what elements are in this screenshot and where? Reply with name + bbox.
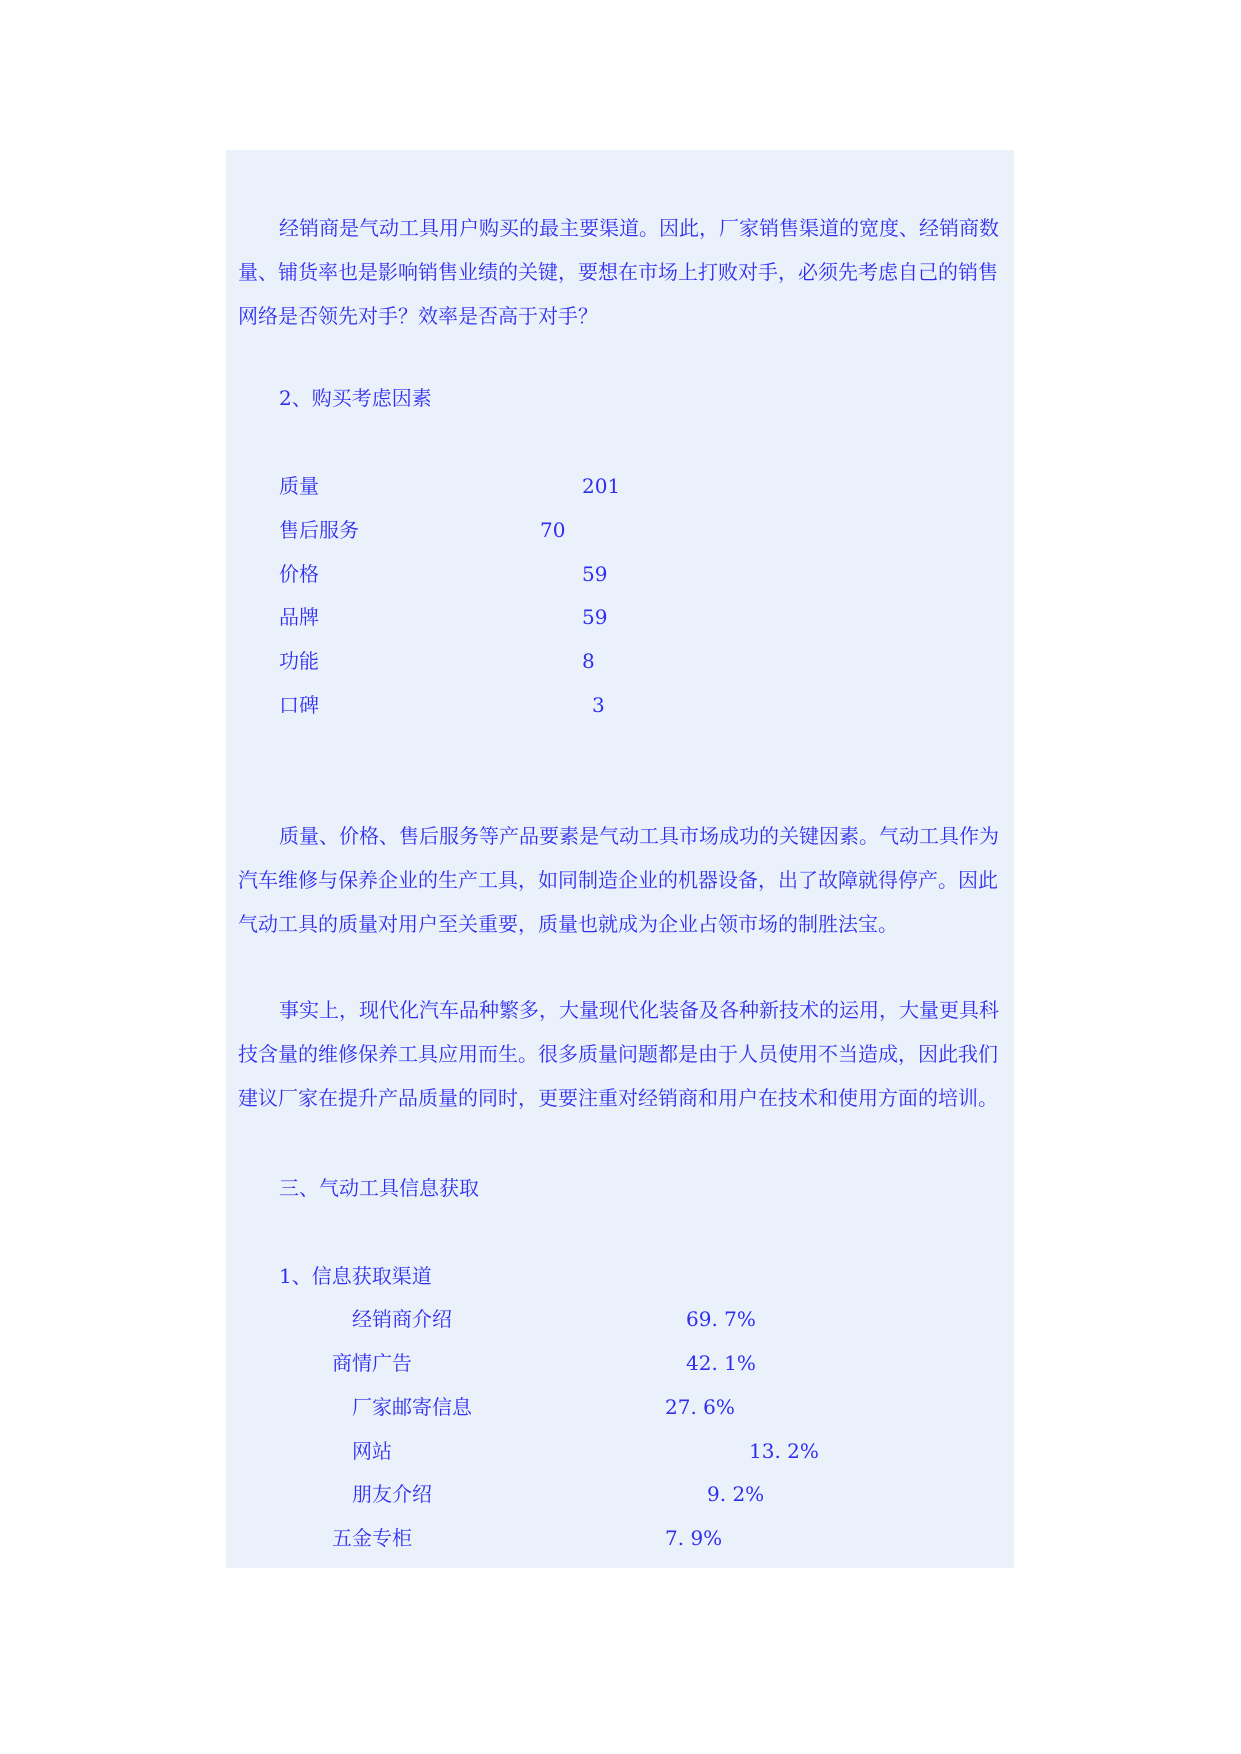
factor-label: 口碑 — [279, 693, 319, 717]
info-section-heading: 三、气动工具信息获取 — [279, 1176, 479, 1200]
factor-label: 功能 — [279, 649, 319, 673]
paragraph-line: 建议厂家在提升产品质量的同时，更要注重对经销商和用户在技术和使用方面的培训。 — [238, 1086, 998, 1110]
info-channels-heading: 1、信息获取渠道 — [279, 1264, 432, 1288]
channel-value: 9. 2% — [707, 1482, 765, 1506]
intro-paragraph — [238, 206, 1014, 338]
channel-value: 42. 1% — [686, 1351, 756, 1375]
channel-label: 商情广告 — [332, 1351, 412, 1375]
factor-label: 售后服务 — [279, 518, 359, 542]
purchase-factors-heading: 2、购买考虑因素 — [279, 386, 432, 410]
factor-label: 品牌 — [279, 605, 319, 629]
paragraph-line: 量、铺货率也是影响销售业绩的关键，要想在市场上打败对手，必须先考虑自己的销售 — [238, 260, 998, 284]
factor-value: 59 — [582, 562, 608, 586]
channel-value: 27. 6% — [665, 1395, 735, 1419]
paragraph-line: 质量、价格、售后服务等产品要素是气动工具市场成功的关键因素。气动工具作为 — [279, 824, 999, 848]
quality-paragraph — [238, 814, 1014, 946]
paragraph-line: 事实上，现代化汽车品种繁多，大量现代化装备及各种新技术的运用，大量更具科 — [279, 998, 999, 1022]
paragraph-line: 经销商是气动工具用户购买的最主要渠道。因此，厂家销售渠道的宽度、经销商数 — [279, 216, 999, 240]
channel-value: 13. 2% — [749, 1439, 819, 1463]
document-panel — [226, 150, 1014, 1568]
factor-value: 8 — [582, 649, 595, 673]
channel-value: 7. 9% — [665, 1526, 723, 1550]
factor-value: 201 — [582, 474, 621, 498]
factor-value: 3 — [592, 693, 605, 717]
channel-label: 经销商介绍 — [352, 1307, 452, 1331]
paragraph-line: 气动工具的质量对用户至关重要，质量也就成为企业占领市场的制胜法宝。 — [238, 912, 898, 936]
channel-label: 网站 — [352, 1439, 392, 1463]
channel-label: 朋友介绍 — [352, 1482, 432, 1506]
channel-label: 厂家邮寄信息 — [352, 1395, 472, 1419]
factor-label: 价格 — [279, 562, 319, 586]
paragraph-line: 汽车维修与保养企业的生产工具，如同制造企业的机器设备，出了故障就得停产。因此 — [238, 868, 998, 892]
factor-value: 70 — [540, 518, 566, 542]
channel-label: 五金专柜 — [332, 1526, 412, 1550]
factor-label: 质量 — [279, 474, 319, 498]
training-paragraph — [238, 988, 1014, 1120]
paragraph-line: 网络是否领先对手？效率是否高于对手？ — [238, 304, 598, 328]
factor-value: 59 — [582, 605, 608, 629]
channel-value: 69. 7% — [686, 1307, 756, 1331]
paragraph-line: 技含量的维修保养工具应用而生。很多质量问题都是由于人员使用不当造成，因此我们 — [238, 1042, 998, 1066]
